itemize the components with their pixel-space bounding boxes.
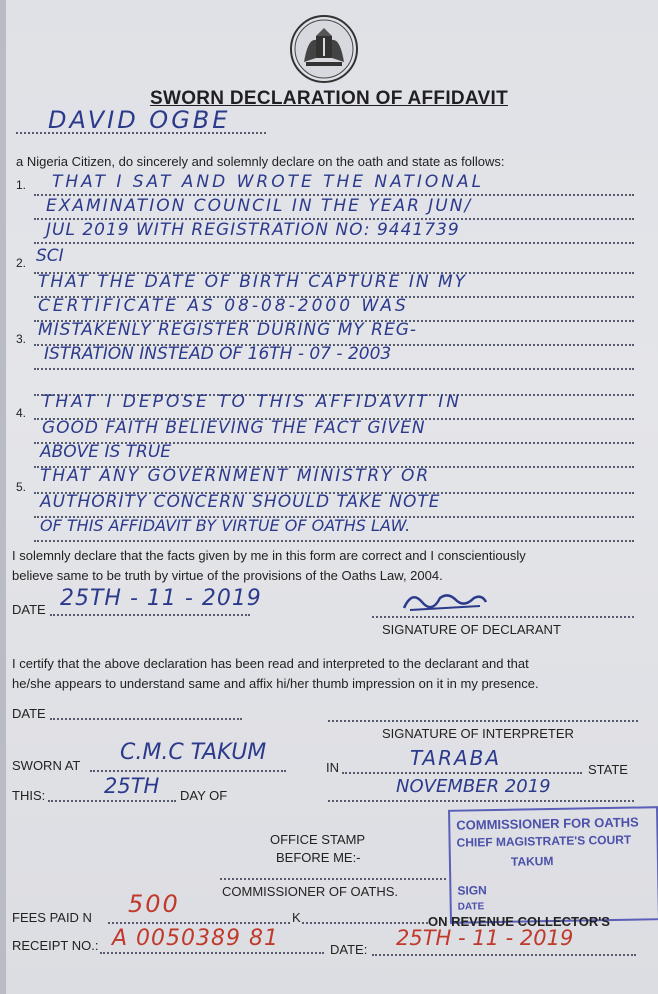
day-value: 25TH xyxy=(104,774,160,798)
receipt-no-value: A 0050389 81 xyxy=(112,926,280,951)
in-label: IN xyxy=(326,760,339,775)
kobo-label: K xyxy=(292,910,301,925)
declaration-date-value: 25TH - 11 - 2019 xyxy=(60,586,262,611)
declaration-text: I solemnly declare that the facts given by me in this form are correct and I conscientiously xyxy=(12,548,526,563)
fees-paid-label: FEES PAID N xyxy=(12,910,92,925)
in-value: TARABA xyxy=(410,746,502,770)
interpreter-signature-label: SIGNATURE OF INTERPRETER xyxy=(382,726,574,741)
state-label: STATE xyxy=(588,762,628,777)
item-line: EXAMINATION COUNCIL IN THE YEAR JUN/ xyxy=(46,196,473,216)
sworn-at-label: SWORN AT xyxy=(12,758,81,773)
item-line: THAT I SAT AND WROTE THE NATIONAL xyxy=(52,172,485,192)
dotted-line xyxy=(372,954,636,956)
item-line: ABOVE IS TRUE xyxy=(40,442,172,462)
stamp-text: TAKUM xyxy=(510,854,554,869)
stamp-text: SIGN xyxy=(457,883,487,898)
fees-date-value: 25TH - 11 - 2019 xyxy=(396,926,574,950)
item-number: 2. xyxy=(16,256,27,270)
dotted-line xyxy=(302,922,428,924)
day-of-label: DAY OF xyxy=(180,788,228,803)
item-number: 3. xyxy=(16,332,27,346)
dotted-line xyxy=(342,772,582,774)
commissioner-stamp xyxy=(448,806,658,924)
dotted-line xyxy=(50,614,250,616)
item-number: 1. xyxy=(16,178,27,192)
intro-text: a Nigeria Citizen, do sincerely and solemnly declare on the oath and state as follows: xyxy=(16,154,505,169)
dotted-line xyxy=(108,922,290,924)
certification-text: he/she appears to understand same and affix hi/her thumb impression on it in my presence. xyxy=(12,676,539,691)
before-me-label: BEFORE ME:- xyxy=(276,850,361,865)
item-line: JUL 2019 WITH REGISTRATION NO: 9441739 xyxy=(46,220,460,240)
dotted-line xyxy=(48,800,176,802)
declarant-name: DAVID OGBE xyxy=(48,106,231,134)
coat-of-arms-icon xyxy=(282,14,366,84)
sworn-at-value: C.M.C TAKUM xyxy=(120,740,267,765)
dotted-line xyxy=(34,242,634,244)
item-number: 5. xyxy=(16,480,27,494)
item-line: AUTHORITY CONCERN SHOULD TAKE NOTE xyxy=(40,492,441,512)
declarant-signature-label: SIGNATURE OF DECLARANT xyxy=(382,622,561,637)
stamp-text: CHIEF MAGISTRATE'S COURT xyxy=(456,832,632,850)
this-label: THIS: xyxy=(12,788,46,803)
item-line: SCI xyxy=(36,246,64,266)
item-line: THAT ANY GOVERNMENT MINISTRY OR xyxy=(40,466,431,486)
certification-text: I certify that the above declaration has been read and interpreted to the declarant and that xyxy=(12,656,529,671)
certification-date-label: DATE xyxy=(12,706,46,721)
fees-paid-value: 500 xyxy=(128,890,180,918)
dotted-line xyxy=(372,616,634,618)
item-line: THAT I DEPOSE TO THIS AFFIDAVIT IN xyxy=(42,392,462,412)
dotted-line xyxy=(100,952,324,954)
dotted-line xyxy=(34,368,634,370)
dotted-line xyxy=(220,878,446,880)
declaration-date-label: DATE xyxy=(12,602,46,617)
declarant-signature-icon xyxy=(400,588,490,616)
dotted-line xyxy=(328,800,634,802)
revenue-collector-label: ON REVENUE COLLECTOR'S xyxy=(428,914,610,929)
stamp-text: DATE xyxy=(457,901,485,913)
item-line: ISTRATION INSTEAD OF 16TH - 07 - 2003 xyxy=(44,344,392,364)
item-line: MISTAKENLY REGISTER DURING MY REG- xyxy=(38,320,418,340)
dotted-line xyxy=(328,720,638,722)
item-line: GOOD FAITH BELIEVING THE FACT GIVEN xyxy=(42,418,426,438)
stamp-text: COMMISSIONER FOR OATHS xyxy=(456,814,639,833)
commissioner-label: COMMISSIONER OF OATHS. xyxy=(222,884,398,899)
form-title: SWORN DECLARATION OF AFFIDAVIT xyxy=(149,88,508,109)
item-line: OF THIS AFFIDAVIT BY VIRTUE OF OATHS LAW. xyxy=(40,516,411,535)
office-stamp-label: OFFICE STAMP xyxy=(270,832,366,847)
paper-edge xyxy=(0,0,6,994)
item-line: THAT THE DATE OF BIRTH CAPTURE IN MY xyxy=(38,272,468,292)
dotted-line xyxy=(90,770,286,772)
receipt-no-label: RECEIPT NO.: xyxy=(12,938,99,953)
month-value: NOVEMBER 2019 xyxy=(396,776,551,797)
dotted-line xyxy=(50,718,242,720)
fees-date-label: DATE: xyxy=(330,942,368,957)
declaration-text: believe same to be truth by virtue of the provisions of the Oaths Law, 2004. xyxy=(12,568,443,583)
dotted-line xyxy=(34,540,634,542)
item-line: CERTIFICATE AS 08-08-2000 WAS xyxy=(38,296,409,316)
item-number: 4. xyxy=(16,406,27,420)
